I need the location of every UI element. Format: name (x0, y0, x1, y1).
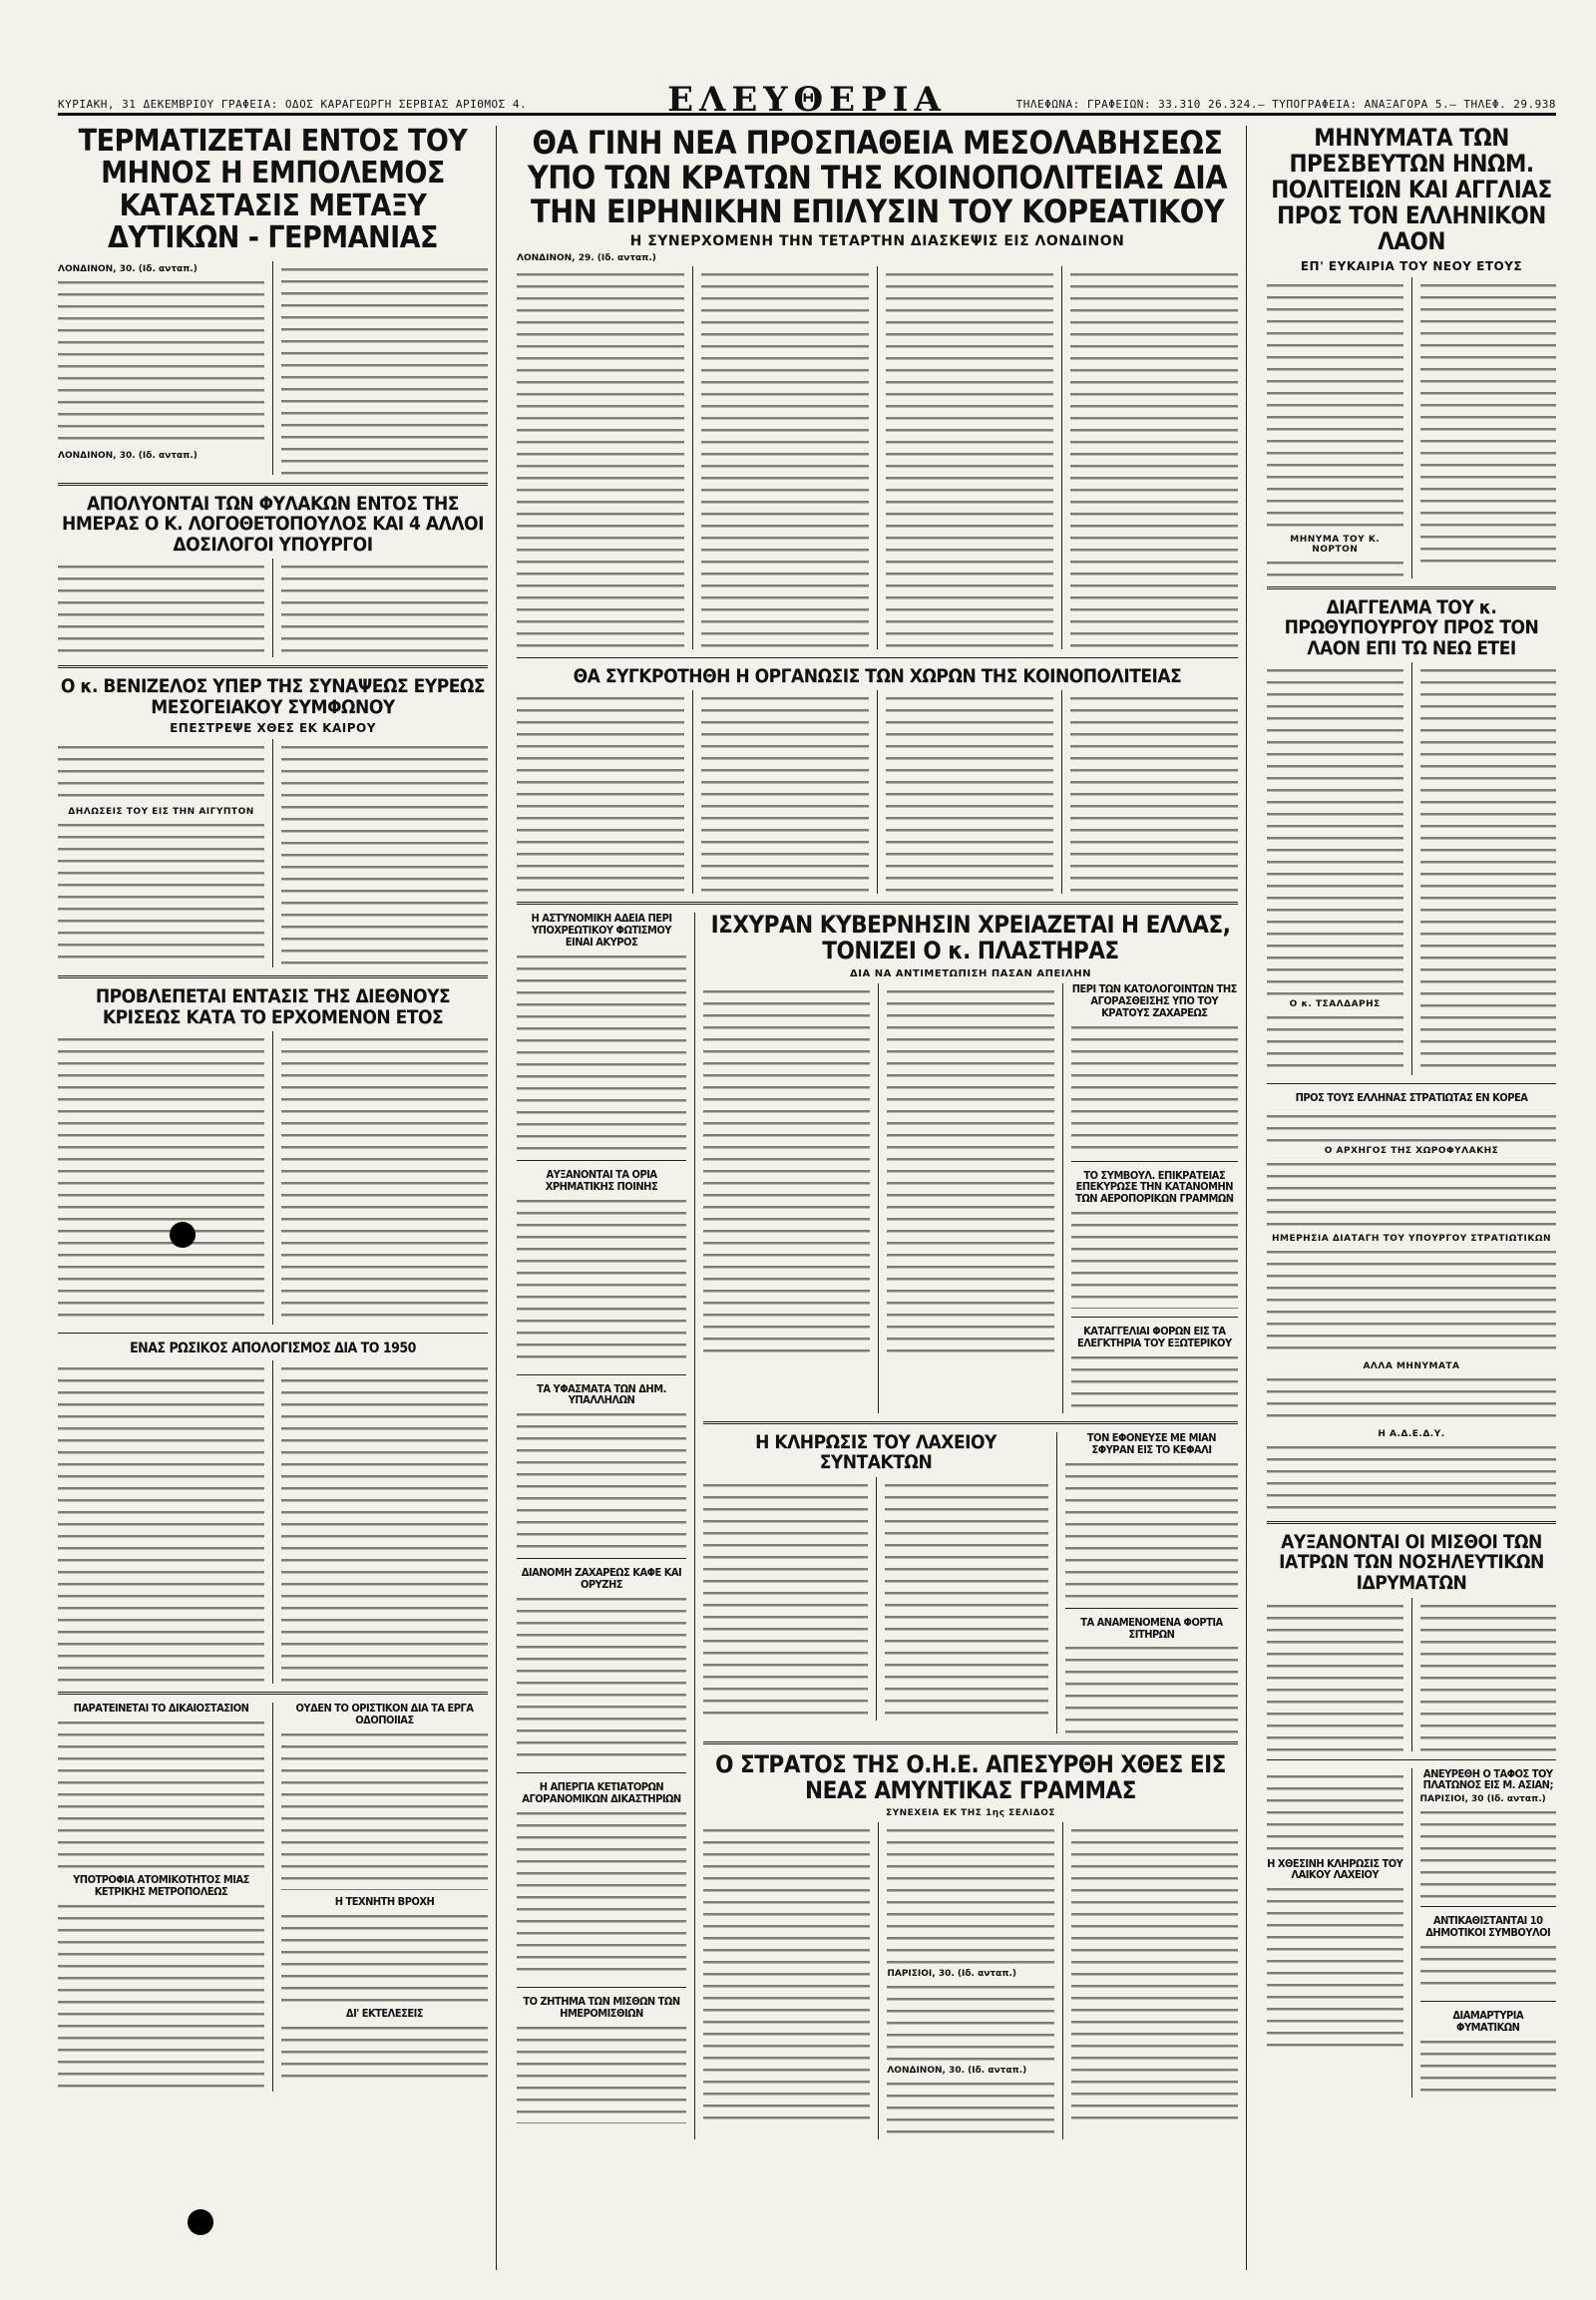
article-body (58, 1719, 264, 1868)
masthead-date-address: ΚΥΡΙΑΚΗ, 31 ΔΕΚΕΜΒΡΙΟΥ ΓΡΑΦΕΙΑ: ΟΔΟΣ ΚΑΡΑΓΕΩΡΓΗ ΣΕΡΒΙΑΣ ΑΡΙΘΜΟΣ 4. (58, 98, 528, 111)
center-subhead-continued: ΣΥΝΕΧΕΙΑ ΕΚ ΤΗΣ 1ης ΣΕΛΙΔΟΣ (885, 1808, 1056, 1819)
article-body (517, 2024, 686, 2123)
article-body (887, 1983, 1053, 2063)
article-body (517, 1809, 686, 1979)
article-body (281, 2024, 488, 2084)
article-body (58, 1902, 264, 2092)
center-headline-lottery: Η ΚΛΗΡΩΣΙΣ ΤΟΥ ΛΑΧΕΙΟΥ ΣΥΝΤΑΚΤΩΝ (755, 1430, 997, 1474)
right-subhead-tsaldaris: Ο κ. ΤΣΑΛΔΑΡΗΣ (1289, 999, 1381, 1010)
newspaper-title: ΕΛΕΥΘΕΡΙΑ (667, 80, 947, 120)
center-column (509, 126, 1247, 2270)
center-subhead-threat: ΔΙΑ ΝΑ ΑΝΤΙΜΕΤΩΠΙΣΗ ΠΑΣΑΝ ΑΠΕΙΛΗΝ (850, 967, 1091, 979)
article-body (701, 270, 869, 649)
article-body (1267, 559, 1403, 578)
article-body (887, 2080, 1053, 2139)
ink-blot (170, 1222, 196, 1248)
article-body (281, 1730, 488, 1890)
center-headline-strike: Η ΑΠΕΡΓΙΑ ΚΕΤΙΑΤΟΡΩΝ ΑΓΟΡΑΝΟΜΙΚΩΝ ΔΙΚΑΣΤΗΡΙΩΝ (522, 1780, 681, 1805)
article-body (1267, 1248, 1556, 1357)
article-body (1065, 1460, 1238, 1600)
right-subhead-adedy: Η Α.Δ.Ε.Δ.Υ. (1378, 1428, 1445, 1439)
article-body (1071, 1023, 1238, 1153)
center-dateline-1: ΛΟΝΔΙΝΟΝ, 29. (Ιδ. ανταπ.) (517, 252, 656, 263)
right-headline-lottery: Η ΧΘΕΣΙΝΗ ΚΛΗΡΩΣΙΣ ΤΟΥ ΛΑΙΚΟΥ ΛΑΧΕΙΟΥ (1267, 1856, 1403, 1882)
article-body (1420, 1602, 1557, 1751)
center-headline-airlines: ΤΟ ΣΥΜΒΟΥΛ. ΕΠΙΚΡΑΤΕΙΑΣ ΕΠΕΚΥΡΩΣΕ ΤΗΝ ΚΑΤΑΝΟΜΗΝ ΤΩΝ ΑΕΡΟΠΟΡΙΚΩΝ ΓΡΑΜΜΩΝ (1075, 1168, 1234, 1206)
article-body (58, 743, 264, 803)
center-headline-sugar: ΔΙΑΝΟΜΗ ΖΑΧΑΡΕΩΣ ΚΑΦΕ ΚΑΙ ΟΡΥΖΗΣ (521, 1566, 682, 1592)
right-headline-pm-message: ΔΙΑΓΓΕΛΜΑ ΤΟΥ κ. ΠΡΩΘΥΠΟΥΡΓΟΥ ΠΡΟΣ ΤΟΝ ΛΑΟΝ ΕΠΙ ΤΩ ΝΕΩ ΕΤΕΙ (1284, 595, 1539, 659)
article-body (517, 270, 684, 649)
left-headline-court: ΠΑΡΑΤΕΙΝΕΤΑΙ ΤΟ ΔΙΚΑΙΟΣΤΑΣΙΟΝ (73, 1702, 249, 1716)
left-headline-rain: Η ΤΕΧΝΗΤΗ ΒΡΟΧΗ (334, 1895, 435, 1909)
article-body (1267, 281, 1403, 531)
center-headline-commonwealth: ΘΑ ΣΥΓΚΡΟΤΗΘΗ Η ΟΡΓΑΝΩΣΙΣ ΤΩΝ ΧΩΡΩΝ ΤΗΣ ΚΟΙΝΟΠΟΛΙΤΕΙΑΣ (573, 664, 1182, 687)
article-body (517, 1595, 686, 1764)
left-headline-war-state: ΤΕΡΜΑΤΙΖΕΤΑΙ ΕΝΤΟΣ ΤΟΥ ΜΗΝΟΣ Η ΕΜΠΟΛΕΜΟΣ ΚΑΤΑΣΤΑΣΙΣ ΜΕΤΑΞΥ ΔΥΤΙΚΩΝ - ΓΕΡΜΑΝΙΑΣ (78, 126, 468, 256)
left-headline-executions: ΔΙ' ΕΚΤΕΛΕΣΕΙΣ (345, 2006, 424, 2020)
right-headline-tb-protest: ΔΙΑΜΑΡΤΥΡΙΑ ΦΥΜΑΤΙΚΩΝ (1452, 2009, 1524, 2034)
center-headline-korea: ΘΑ ΓΙΝΗ ΝΕΑ ΠΡΟΣΠΑΘΕΙΑ ΜΕΣΟΛΑΒΗΣΕΩΣ ΥΠΟ ΤΩΝ ΚΡΑΤΩΝ ΤΗΣ ΚΟΙΝΟΠΟΛΙΤΕΙΑΣ ΔΙΑ ΤΗΝ ΕΙΡΗΝΙΚΗΝ ΕΠΙΛΥΣΙΝ ΤΟΥ ΚΟΡΕΑΤΙΚΟΥ (527, 126, 1228, 231)
left-dateline-2: ΛΟΝΔΙΝΟΝ, 30. (Ιδ. ανταπ.) (58, 450, 198, 461)
article-body (1070, 694, 1238, 894)
center-headline-fines: ΑΥΞΑΝΟΝΤΑΙ ΤΑ ΟΡΙΑ ΧΡΗΜΑΤΙΚΗΣ ΠΟΙΝΗΣ (545, 1167, 658, 1193)
article-body (58, 1035, 264, 1325)
article-body (701, 694, 869, 894)
right-subhead-new-year: ΕΠ' ΕΥΚΑΙΡΙΑ ΤΟΥ ΝΕΟΥ ΕΤΟΥΣ (1300, 258, 1523, 273)
left-headline-venizelos: Ο κ. ΒΕΝΙΖΕΛΟΣ ΥΠΕΡ ΤΗΣ ΣΥΝΑΨΕΩΣ ΕΥΡΕΩΣ ΜΕΣΟΓΕΙΑΚΟΥ ΣΥΜΦΩΝΟΥ (60, 675, 486, 718)
center-headline-fabrics: ΤΑ ΥΦΑΣΜΑΤΑ ΤΩΝ ΔΗΜ. ΥΠΑΛΛΗΛΩΝ (537, 1381, 666, 1407)
center-dateline-paris: ΠΑΡΙΣΙΟΙ, 30. (Ιδ. ανταπ.) (887, 1969, 1016, 1980)
article-body (1267, 1160, 1556, 1230)
left-column (58, 126, 497, 2270)
masthead (58, 30, 1556, 120)
article-body (1267, 1112, 1556, 1142)
right-headline-doctors: ΑΥΞΑΝΟΝΤΑΙ ΟΙ ΜΙΣΘΟΙ ΤΩΝ ΙΑΤΡΩΝ ΤΩΝ ΝΟΣΗΛΕΥΤΙΚΩΝ ΙΔΡΥΜΑΤΩΝ (1279, 1530, 1544, 1594)
left-headline-prisoners: ΑΠΟΛΥΟΝΤΑΙ ΤΩΝ ΦΥΛΑΚΩΝ ΕΝΤΟΣ ΤΗΣ ΗΜΕΡΑΣ Ο Κ. ΛΟΓΟΘΕΤΟΠΟΥΛΟΣ ΚΑΙ 4 ΑΛΛΟΙ ΔΟΣΙΛΟΓΟΙ ΥΠΟΥΡΓΟΙ (62, 492, 484, 556)
right-headline-korea-soldiers: ΠΡΟΣ ΤΟΥΣ ΕΛΛΗΝΑΣ ΣΤΡΑΤΙΩΤΑΣ ΕΝ ΚΟΡΕΑ (1295, 1091, 1528, 1105)
article-body (886, 270, 1053, 649)
right-dateline-paris: ΠΑΡΙΣΙΟΙ, 30 (Ιδ. ανταπ.) (1419, 1794, 1546, 1805)
article-body (1420, 666, 1557, 1075)
right-subhead-order: ΗΜΕΡΗΣΙΑ ΔΙΑΤΑΓΗ ΤΟΥ ΥΠΟΥΡΓΟΥ ΣΤΡΑΤΙΩΤΙΚΩΝ (1271, 1233, 1552, 1244)
masthead-phones: ΤΗΛΕΦΩΝΑ: ΓΡΑΦΕΙΩΝ: 33.310 26.324.— ΤΥΠΟΓΡΑΦΕΙΑ: ΑΝΑΞΑΓΟΡΑ 5.— ΤΗΛΕΦ. 29.938 (1015, 98, 1556, 111)
right-headline-ambassadors: ΜΗΝΥΜΑΤΑ ΤΩΝ ΠΡΕΣΒΕΥΤΩΝ ΗΝΩΜ. ΠΟΛΙΤΕΙΩΝ ΚΑΙ ΑΓΓΛΙΑΣ ΠΡΟΣ ΤΟΝ ΕΛΛΗΝΙΚΟΝ ΛΑΟΝ (1271, 126, 1552, 255)
article-body (281, 265, 488, 475)
article-body (1420, 2038, 1557, 2098)
article-body (1071, 1353, 1238, 1413)
article-body (517, 953, 686, 1152)
center-headline-wages: ΤΟ ΖΗΤΗΜΑ ΤΩΝ ΜΙΣΘΩΝ ΤΩΝ ΗΜΕΡΟΜΙΣΘΙΩΝ (523, 1994, 680, 2020)
left-headline-metropolis: ΥΠΟΤΡΟΦΙΑ ΑΤΟΜΙΚΟΤΗΤΟΣ ΜΙΑΣ ΚΕΤΡΙΚΗΣ ΜΕΤΡΟΠΟΛΕΩΣ (73, 1873, 249, 1899)
right-column (1259, 126, 1556, 2270)
article-body (517, 1410, 686, 1550)
center-dateline-london: ΛΟΝΔΙΝΟΝ, 30. (Ιδ. ανταπ.) (887, 2066, 1027, 2077)
right-headline-councillors: ΑΝΤΙΚΑΘΙΣΤΑΝΤΑΙ 10 ΔΗΜΟΤΙΚΟΙ ΣΥΜΒΟΥΛΟΙ (1425, 1914, 1551, 1940)
article-body (281, 1035, 488, 1325)
article-body (703, 1826, 870, 2125)
article-body (1267, 1013, 1403, 1073)
article-body (58, 563, 264, 657)
article-body (1420, 1808, 1557, 1898)
center-headline-taxes: ΚΑΤΑΓΓΕΛΙΑΙ ΦΟΡΩΝ ΕΙΣ ΤΑ ΕΛΕΓΚΤΗΡΙΑ ΤΟΥ ΕΞΩΤΕΡΙΚΟΥ (1077, 1325, 1232, 1350)
article-body (1071, 1209, 1238, 1309)
article-body (1065, 1644, 1238, 1733)
article-body (1267, 1443, 1556, 1513)
article-body (1420, 1943, 1557, 1993)
article-body (281, 1364, 488, 1684)
left-dateline-1: ΛΟΝΔΙΝΟΝ, 30. (Ιδ. ανταπ.) (58, 263, 198, 274)
article-body (58, 821, 264, 960)
article-body (885, 1481, 1049, 1721)
article-body (1420, 281, 1557, 571)
center-subhead-london: Η ΣΥΝΕΡΧΟΜΕΝΗ ΤΗΝ ΤΕΤΑΡΤΗΝ ΔΙΑΣΚΕΨΙΣ ΕΙΣ ΛΟΝΔΙΝΟΝ (629, 232, 1125, 249)
article-body (1267, 1772, 1403, 1852)
article-body (281, 743, 488, 967)
center-headline-sugar-purchase: ΠΕΡΙ ΤΩΝ ΚΑΤΟΛΟΓΟΙΝΤΩΝ ΤΗΣ ΑΓΟΡΑΣΘΕΙΣΗΣ ΥΠΟ ΤΟΥ ΚΡΑΤΟΥΣ ΖΑΧΑΡΕΩΣ (1071, 981, 1237, 1019)
right-subhead-norton: ΜΗΝΥΜΑ ΤΟΥ Κ. ΝΟΡΤΟΝ (1290, 534, 1381, 555)
right-subhead-gendarmerie: Ο ΑΡΧΗΓΟΣ ΤΗΣ ΧΩΡΟΦΥΛΑΚΗΣ (1324, 1145, 1499, 1156)
article-body (58, 1364, 264, 1684)
article-body (58, 278, 264, 448)
center-headline-plastiras: ΙΣΧΥΡΑΝ ΚΥΒΕΡΝΗΣΙΝ ΧΡΕΙΑΖΕΤΑΙ Η ΕΛΛΑΣ, ΤΟΝΙΖΕΙ Ο κ. ΠΛΑΣΤΗΡΑΣ (710, 911, 1231, 965)
article-body (1267, 1602, 1403, 1751)
article-body (1267, 1375, 1556, 1425)
article-body (517, 1197, 686, 1366)
left-headline-roadworks: ΟΥΔΕΝ ΤΟ ΟΡΙΣΤΙΚΟΝ ΔΙΑ ΤΑ ΕΡΓΑ ΟΔΟΠΟΙΙΑΣ (295, 1702, 474, 1727)
left-subhead-return: ΕΠΕΣΤΡΕΨΕ ΧΘΕΣ ΕΚ ΚΑΙΡΟΥ (170, 721, 376, 736)
article-body (1267, 666, 1403, 995)
article-body (887, 987, 1053, 1356)
right-headline-plato: ΑΝΕΥΡΕΘΗ Ο ΤΑΦΟΣ ΤΟΥ ΠΛΑΤΩΝΟΣ ΕΙΣ Μ. ΑΣΙΑΝ; (1422, 1766, 1553, 1792)
left-headline-soviet: ΕΝΑΣ ΡΩΣΙΚΟΣ ΑΠΟΛΟΓΙΣΜΟΣ ΔΙΑ ΤΟ 1950 (130, 1341, 416, 1357)
article-body (1070, 270, 1238, 649)
center-headline-grain: ΤΑ ΑΝΑΜΕΝΟΜΕΝΑ ΦΟΡΤΙΑ ΣΙΤΗΡΩΝ (1080, 1615, 1223, 1641)
center-headline-lighting: Η ΑΣΤΥΝΟΜΙΚΗ ΑΔΕΙΑ ΠΕΡΙ ΥΠΟΧΡΕΩΤΙΚΟΥ ΦΩΤΙΣΜΟΥ ΕΙΝΑΙ ΑΚΥΡΟΣ (531, 912, 672, 949)
article-body (1267, 1885, 1403, 2055)
center-headline-un-army: Ο ΣΤΡΑΤΟΣ ΤΗΣ Ο.Η.Ε. ΑΠΕΣΥΡΘΗ ΧΘΕΣ ΕΙΣ ΝΕΑΣ ΑΜΥΝΤΙΚΑΣ ΓΡΑΜΜΑΣ (715, 1750, 1226, 1805)
article-body (703, 1481, 868, 1721)
article-body (281, 1912, 488, 2002)
right-subhead-other-messages: ΑΛΛΑ ΜΗΝΥΜΑΤΑ (1363, 1360, 1460, 1371)
left-headline-crisis: ΠΡΟΒΛΕΠΕΤΑΙ ΕΝΤΑΣΙΣ ΤΗΣ ΔΙΕΘΝΟΥΣ ΚΡΙΣΕΩΣ ΚΑΤΑ ΤΟ ΕΡΧΟΜΕΝΟΝ ΕΤΟΣ (95, 985, 451, 1028)
article-body (517, 694, 684, 894)
left-subhead-egypt: ΔΗΛΩΣΕΙΣ ΤΟΥ ΕΙΣ ΤΗΝ ΑΙΓΥΠΤΟΝ (68, 807, 254, 818)
center-headline-hammer: ΤΟΝ ΕΦΟΝΕΥΣΕ ΜΕ ΜΙΑΝ ΣΦΥΡΑΝ ΕΙΣ ΤΟ ΚΕΦΑΛΙ (1086, 1430, 1217, 1456)
article-body (1071, 1826, 1238, 2125)
article-body (886, 694, 1053, 894)
article-body (281, 563, 488, 657)
article-body (887, 1826, 1053, 1966)
columns (58, 126, 1556, 2270)
ink-blot (188, 2209, 213, 2235)
article-body (703, 987, 870, 1356)
